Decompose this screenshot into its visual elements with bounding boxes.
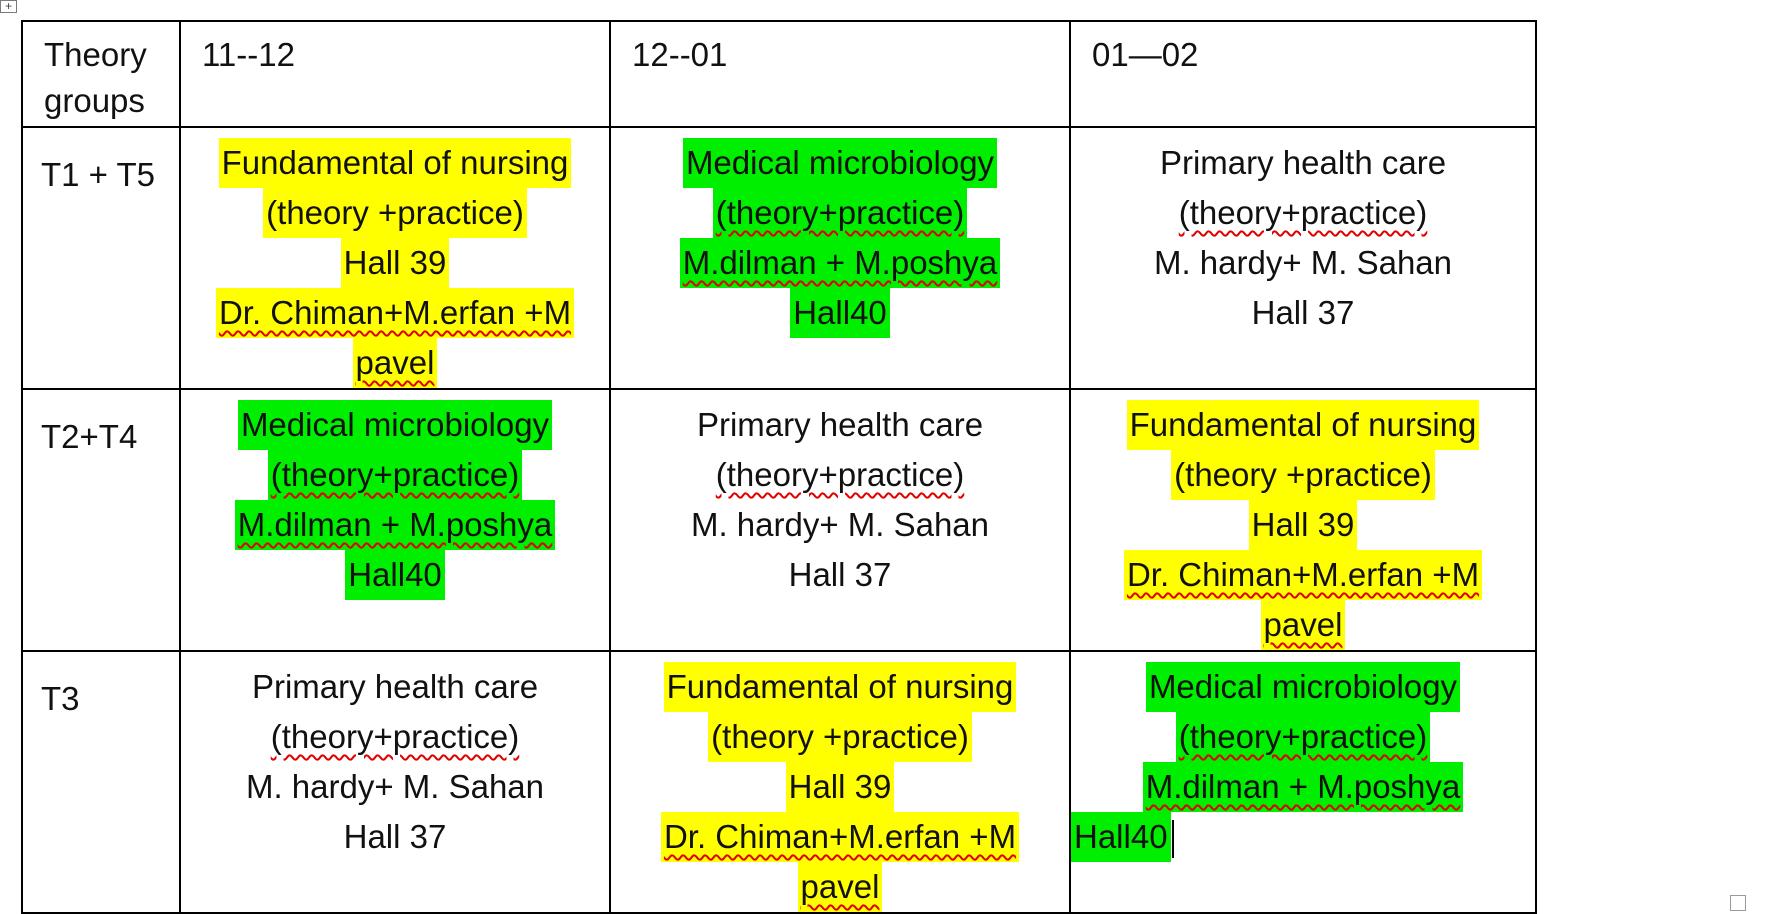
header-cell-slot-2[interactable] (610, 21, 1070, 127)
course-staff-continued: pavel (353, 338, 438, 388)
course-mode: (theory+practice) (268, 450, 523, 500)
course-title: Primary health care (1159, 144, 1447, 181)
course-title: Fundamental of nursing (1127, 400, 1480, 450)
course-staff: M. hardy+ M. Sahan (690, 506, 990, 543)
course-hall: Hall 39 (1249, 500, 1358, 550)
header-slot-2-label: 12--01 (632, 36, 728, 73)
group-label: T2+T4 (41, 418, 138, 455)
course-staff: Dr. Chiman+M.erfan +M (661, 812, 1019, 862)
course-title: Fundamental of nursing (219, 138, 572, 188)
group-label: T3 (41, 680, 80, 717)
course-mode: (theory+practice) (715, 456, 965, 493)
course-title: Medical microbiology (683, 138, 997, 188)
group-cell[interactable] (22, 651, 180, 913)
schedule-cell-fundamental[interactable] (180, 127, 610, 389)
course-mode: (theory+practice) (713, 188, 968, 238)
header-slot-1-label: 11--12 (202, 36, 295, 73)
schedule-cell-microbiology[interactable] (610, 127, 1070, 389)
course-mode: (theory +practice) (1171, 450, 1435, 500)
course-title: Fundamental of nursing (664, 662, 1017, 712)
course-staff: M. hardy+ M. Sahan (245, 768, 545, 805)
course-mode: (theory+practice) (1178, 194, 1428, 231)
group-cell[interactable] (22, 389, 180, 651)
course-staff: M. hardy+ M. Sahan (1153, 244, 1453, 281)
course-title: Primary health care (696, 406, 984, 443)
course-staff: M.dilman + M.poshya (1143, 762, 1464, 812)
schedule-table (21, 20, 1537, 914)
course-hall: Hall40 (1071, 812, 1171, 862)
schedule-cell-primary[interactable] (180, 651, 610, 913)
header-slot-3-label: 01—02 (1092, 36, 1199, 73)
table-move-handle[interactable]: + (0, 0, 17, 13)
course-hall: Hall40 (790, 288, 890, 338)
course-hall: Hall 37 (343, 818, 447, 855)
schedule-cell-fundamental[interactable] (1070, 389, 1536, 651)
header-row (22, 21, 1536, 127)
course-title: Medical microbiology (238, 400, 552, 450)
schedule-cell-microbiology[interactable] (180, 389, 610, 651)
course-staff: M.dilman + M.poshya (680, 238, 1001, 288)
schedule-cell-primary[interactable] (610, 389, 1070, 651)
schedule-cell-fundamental[interactable] (610, 651, 1070, 913)
header-groups-label-line2: groups (44, 82, 145, 119)
course-staff: M.dilman + M.poshya (235, 500, 556, 550)
course-title: Medical microbiology (1146, 662, 1460, 712)
text-cursor (1172, 820, 1174, 858)
course-mode: (theory +practice) (708, 712, 972, 762)
course-hall: Hall 37 (788, 556, 892, 593)
course-hall: Hall 37 (1251, 294, 1355, 331)
course-hall: Hall40 (345, 550, 445, 600)
header-cell-slot-1[interactable] (180, 21, 610, 127)
course-hall: Hall 39 (341, 238, 450, 288)
course-title: Primary health care (251, 668, 539, 705)
table-resize-handle[interactable] (1730, 895, 1746, 911)
course-staff-continued: pavel (798, 862, 883, 912)
course-mode: (theory +practice) (263, 188, 527, 238)
course-hall: Hall 39 (786, 762, 895, 812)
header-cell-groups[interactable] (22, 21, 180, 127)
course-staff-continued: pavel (1261, 600, 1346, 650)
group-cell[interactable] (22, 127, 180, 389)
course-mode: (theory+practice) (1176, 712, 1431, 762)
schedule-cell-primary[interactable] (1070, 127, 1536, 389)
header-cell-slot-3[interactable] (1070, 21, 1536, 127)
table-row-t2-t4 (22, 389, 1536, 651)
table-row-t3 (22, 651, 1536, 913)
course-mode: (theory+practice) (270, 718, 520, 755)
course-staff: Dr. Chiman+M.erfan +M (1124, 550, 1482, 600)
table-row-t1-t5 (22, 127, 1536, 389)
group-label: T1 + T5 (41, 156, 156, 193)
course-staff: Dr. Chiman+M.erfan +M (216, 288, 574, 338)
header-groups-label-line1: Theory (44, 36, 147, 73)
schedule-cell-microbiology[interactable] (1070, 651, 1536, 913)
